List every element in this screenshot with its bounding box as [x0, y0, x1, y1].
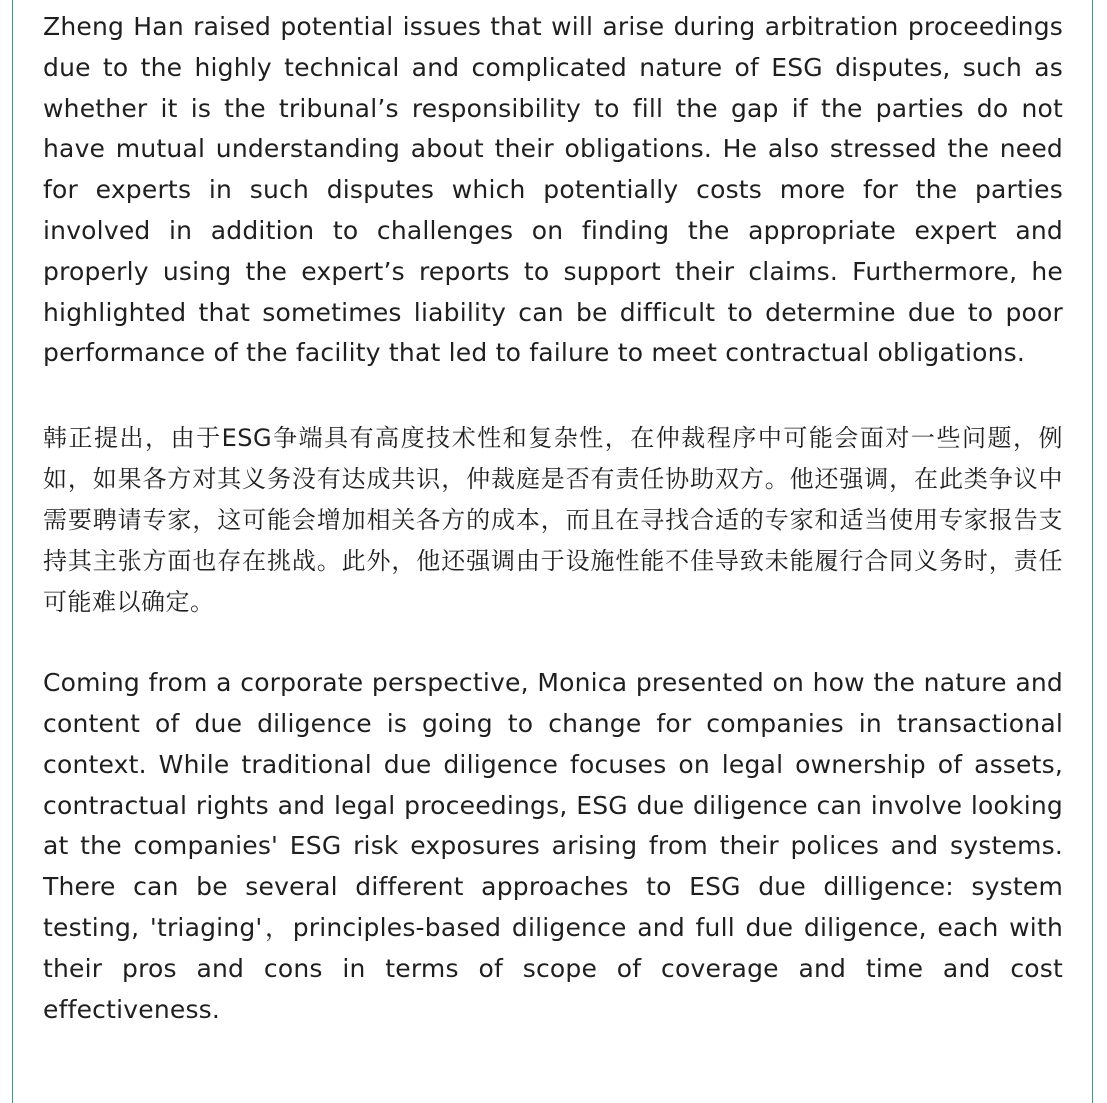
paragraph-english-monica: Coming from a corporate perspective, Monica presented on how the nature and content of due diligence is going to change for companies in transactional context. While traditional due diligence focuses on legal ownership of assets, contractual rights and legal proceedings, ESG due diligence can involve looking at the companies' ESG risk exposures arising from their polices and systems. There can be several different approaches to ESG due dilligence: system testing, 'triaging'，principles-based diligence and full due diligence, each with their pros and cons in terms of scope of coverage and time and cost effectiveness. — [43, 668, 1063, 1024]
document-page — [12, 0, 1093, 1103]
document-body — [43, 7, 1063, 1030]
paragraph-chinese-translation: 韩正提出，由于ESG争端具有高度技术性和复杂性，在仲裁程序中可能会面对一些问题，例如，如果各方对其义务没有达成共识，仲裁庭是否有责任协助双方。他还强调，在此类争议中需要聘请专家，这可能会增加相关各方的成本，而且在寻找合适的专家和适当使用专家报告支持其主张方面也存在挑战。此外，他还强调由于设施性能不佳导致未能履行合同义务时，责任可能难以确定。 — [43, 424, 1063, 617]
paragraph-english-zheng-han: Zheng Han raised potential issues that will arise during arbitration proceedings due to the highly technical and complicated nature of ESG disputes, such as whether it is the tribunal’s responsibility to fill the gap if the parties do not have mutual understanding about their obligations. He also stressed the need for experts in such disputes which potentially costs more for the parties involved in addition to challenges on finding the appropriate expert and properly using the expert’s reports to support their claims. Furthermore, he highlighted that sometimes liability can be difficult to determine due to poor performance of the facility that led to failure to meet contractual obligations. — [43, 12, 1063, 368]
